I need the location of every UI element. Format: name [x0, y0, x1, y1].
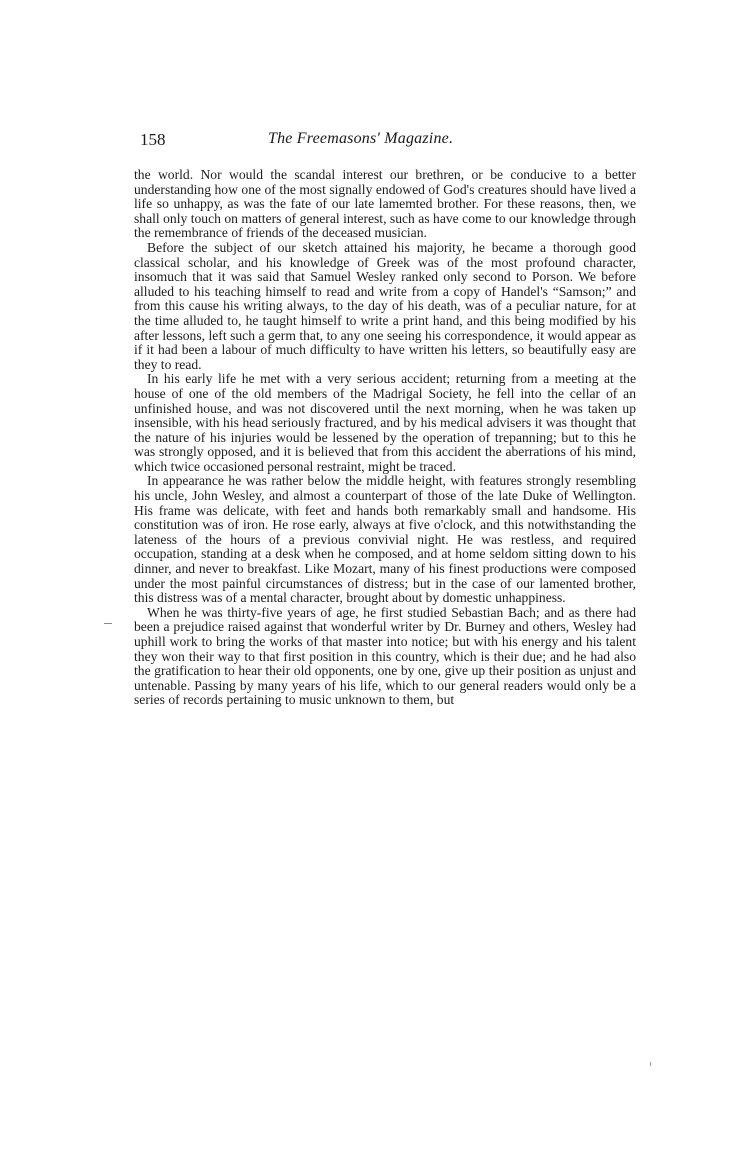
paragraph-scholarship: Before the subject of our sketch attained his majority, he became a thorough good classical scholar, and his knowledge of Greek was of the most profound character, insomuch that it was said that Samuel Wesley ranked only second to Porson. We before alluded to his teaching himself to read and write from a copy of Handel's “Samson;” and from this cause his writing always, to the day of his death, was of a peculiar nature, for at the time alluded to, he taught himself to write a print hand, and this being modified by his after lessons, left such a germ that, to any one seeing his correspondence, it would appear as if it had been a labour of much difficulty to have written his letters, so beautifully easy are they to read.	[134, 239, 636, 372]
paragraph-accident: In his early life he met with a very serious accident; returning from a meeting at the house of one of the old members of the Madrigal Society, he fell into the cellar of an unfinished house, and was not discovered until the next morning, when he was taken up insensible, with his head seriously fractured, and by his medical advisers it was thought that the nature of his injuries would be lessened by the operation of trepanning; but to this he was strongly opposed, and it is believed that from this accident the aberrations of his mind, which twice occasioned personal restraint, might be traced.	[134, 371, 636, 474]
margin-mark	[104, 623, 112, 624]
page-number: 158	[140, 130, 166, 149]
running-title: The Freemasons' Magazine.	[268, 130, 454, 147]
paragraph-appearance: In appearance he was rather below the middle height, with features strongly resembling his uncle, John Wesley, and almost a counterpart of those of the late Duke of Wellington. His frame was delicate, with feet and hands both remarkably small and handsome. His constitution was of iron. He rose early, always at five o'clock, and this notwithstanding the lateness of the hours of a previous convivial night. He was restless, and required occupation, standing at a desk when he composed, and at home seldom sitting down to his dinner, and never to breakfast. Like Mozart, many of his finest productions were composed under the most painful circumstances of distress; but in the case of our lamented brother, this distress was of a mental character, brought about by domestic unhappiness.	[134, 473, 636, 606]
page-header	[140, 130, 640, 154]
paragraph-continued: the world. Nor would the scandal interest our brethren, or be conducive to a better understanding how one of the most signally endowed of God's creatures should have lived a life so unhappy, as was the fate of our late lamemted brother. For these reasons, then, we shall only touch on matters of general interest, such as have come to our knowledge through the remembrance of friends of the deceased musician.	[134, 167, 636, 241]
article-body	[134, 168, 636, 708]
margin-speck	[650, 1062, 651, 1066]
paragraph-bach: When he was thirty-five years of age, he first studied Sebastian Bach; and as there had been a prejudice raised against that wonderful writer by Dr. Burney and others, Wesley had uphill work to bring the works of that master into notice; but with his energy and his talent they won their way to that first position in this country, which is their due; and he had also the gratification to hear their old opponents, one by one, give up their position as unjust and untenable. Passing by many years of his life, which to our general readers would only be a series of records pertaining to music unknown to them, but	[134, 604, 636, 708]
